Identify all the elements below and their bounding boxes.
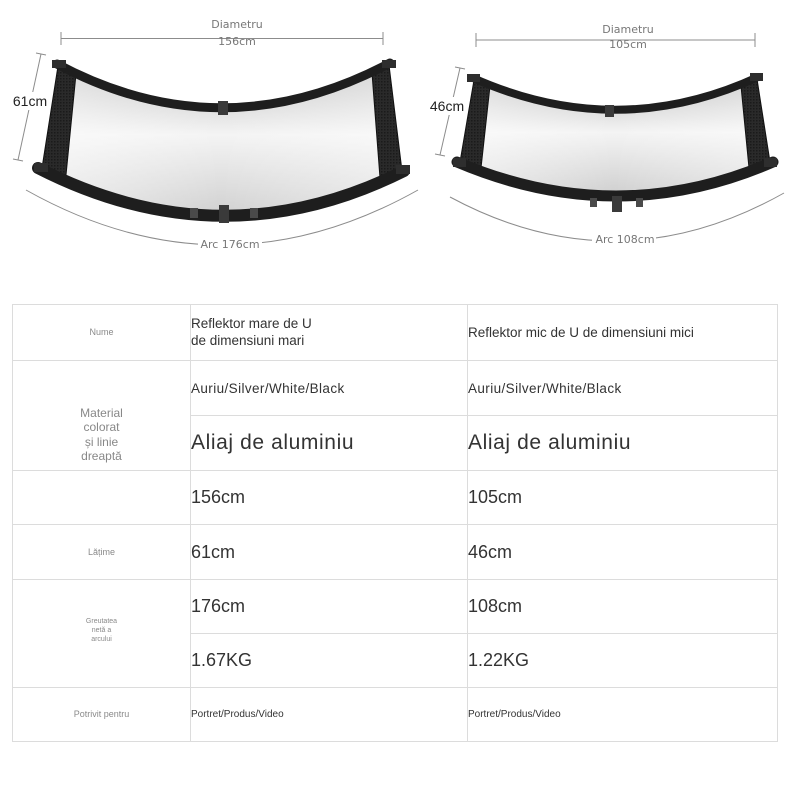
large-diameter-dimension <box>61 18 383 48</box>
table-row-diameter <box>13 471 778 525</box>
large-colors: Auriu/Silver/White/Black <box>191 361 468 416</box>
large-reflector <box>10 18 418 251</box>
label-material-line-3: și linie <box>84 434 119 449</box>
large-name-line-1: Reflektor mare de U <box>191 315 312 331</box>
label-name: Nume <box>13 305 191 361</box>
table-row-arc <box>13 580 778 634</box>
small-material: Aliaj de aluminiu <box>468 416 778 471</box>
small-diameter-value: 105cm <box>609 38 647 51</box>
large-diameter-label: Diametru <box>211 18 263 31</box>
large-arc-value: Arc 176cm <box>200 238 260 251</box>
small-reflector <box>426 23 784 246</box>
product-figure <box>0 0 790 300</box>
label-material <box>13 361 191 471</box>
large-width: 61cm <box>191 525 468 580</box>
small-weight: 1.22KG <box>468 634 778 688</box>
label-suitable: Potrivit pentru <box>13 688 191 742</box>
spec-table <box>12 304 778 742</box>
large-weight: 1.67KG <box>191 634 468 688</box>
small-width: 46cm <box>468 525 778 580</box>
label-weight <box>13 580 191 688</box>
small-diameter-label: Diametru <box>602 23 654 36</box>
small-arc-value: Arc 108cm <box>595 233 655 246</box>
small-arc: 108cm <box>468 580 778 634</box>
small-height-value: 46cm <box>429 98 465 114</box>
label-weight-line-3: arcului <box>91 635 112 643</box>
large-material: Aliaj de aluminiu <box>191 416 468 471</box>
table-row-width <box>13 525 778 580</box>
table-row-colors <box>13 361 778 416</box>
table-row-name <box>13 305 778 361</box>
large-diameter: 156cm <box>191 471 468 525</box>
large-name <box>191 305 468 361</box>
large-height-value: 61cm <box>12 93 48 109</box>
label-material-line-1: Material <box>80 406 123 421</box>
label-material-line-2: colorat <box>83 420 120 435</box>
small-colors: Auriu/Silver/White/Black <box>468 361 778 416</box>
small-diameter-dimension <box>476 23 755 51</box>
large-height-dimension <box>10 53 50 161</box>
large-diameter-value: 156cm <box>218 35 256 48</box>
label-width: Lățime <box>13 525 191 580</box>
label-diameter-empty <box>13 471 191 525</box>
small-diameter: 105cm <box>468 471 778 525</box>
small-suitable: Portret/Produs/Video <box>468 688 778 742</box>
table-row-suitable <box>13 688 778 742</box>
label-weight-line-2: netă a <box>91 626 112 634</box>
small-name: Reflektor mic de U de dimensiuni mici <box>468 305 778 361</box>
label-material-line-4: dreaptă <box>81 448 122 463</box>
small-height-dimension <box>426 67 468 156</box>
label-weight-line-1: Greutatea <box>85 618 118 625</box>
large-arc: 176cm <box>191 580 468 634</box>
large-name-line-2: de dimensiuni mari <box>191 332 305 348</box>
large-suitable: Portret/Produs/Video <box>191 688 468 742</box>
